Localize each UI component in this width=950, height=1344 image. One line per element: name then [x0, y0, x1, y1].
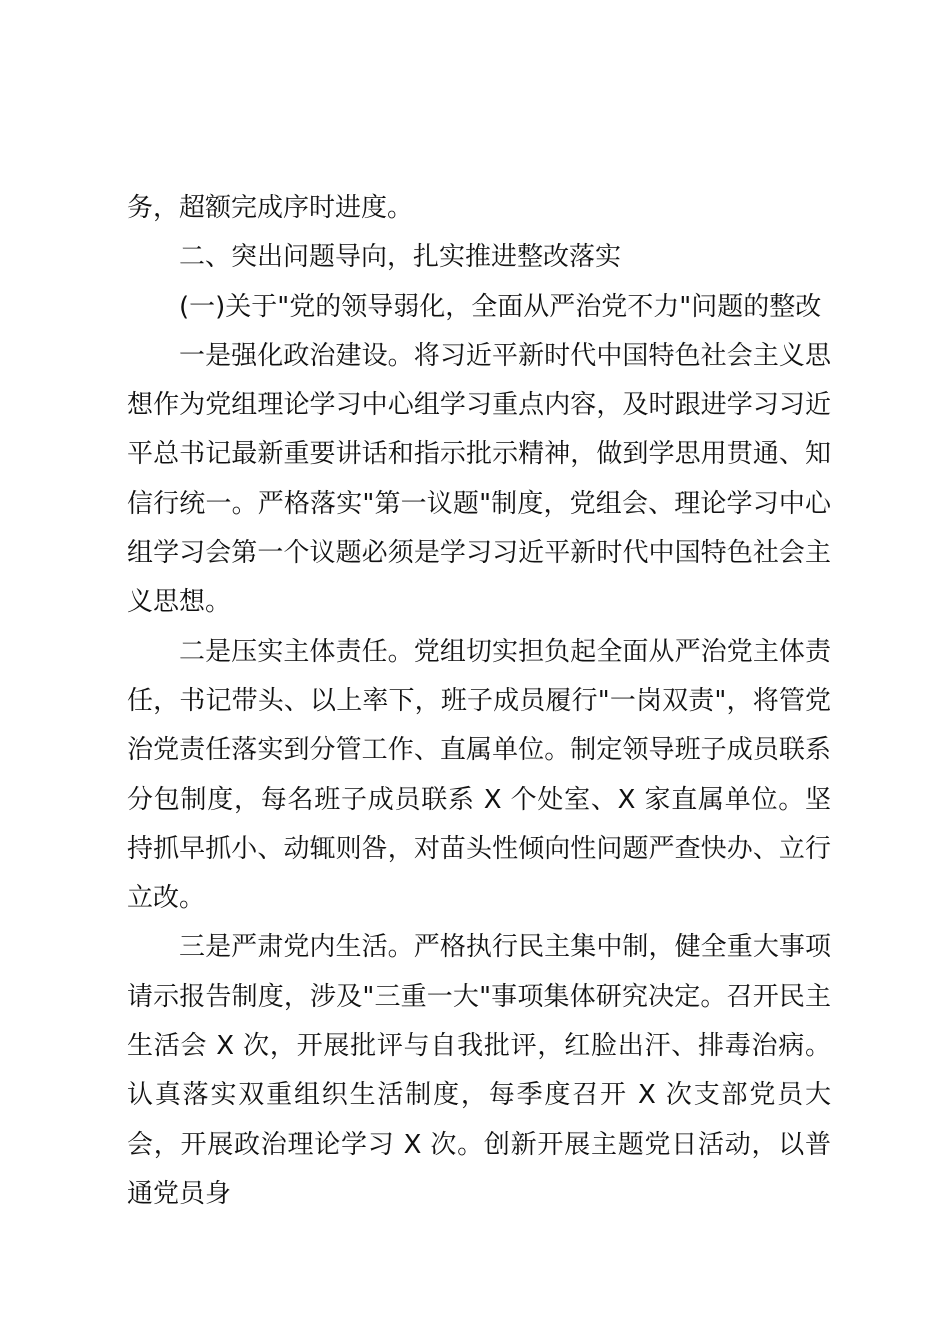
paragraph-party-life: 三是严肃党内生活。严格执行民主集中制，健全重大事项请示报告制度，涉及"三重一大"事项集体研究决定。召开民主生活会 X 次，开展批评与自我批评，红脸出汗、排毒治病。认真落实双重组织生活制度，每季度召开 X 次支部党员大会，开展政治理论学习 X 次。创新开展主题党日活动，以普通党员身 [127, 932, 831, 1209]
section-heading: 二、突出问题导向，扎实推进整改落实 [179, 242, 622, 273]
paragraph-continuation: 务，超额完成序时进度。 [127, 193, 414, 223]
document-body [127, 184, 831, 1219]
subsection-heading: (一)关于"党的领导弱化，全面从严治党不力"问题的整改 [179, 291, 822, 322]
paragraph-political-building: 一是强化政治建设。将习近平新时代中国特色社会主义思想作为党组理论学习中心组学习重点内容，及时跟进学习习近平总书记最新重要讲话和指示批示精神，做到学思用贯通、知信行统一。严格落实"第一议题"制度，党组会、理论学习中心组学习会第一个议题必须是学习习近平新时代中国特色社会主义思想。 [127, 340, 831, 618]
paragraph-main-responsibility: 二是压实主体责任。党组切实担负起全面从严治党主体责任，书记带头、以上率下，班子成员履行"一岗双责"，将管党治党责任落实到分管工作、直属单位。制定领导班子成员联系分包制度，每名班子成员联系 X 个处室、X 家直属单位。坚持抓早抓小、动辄则咎，对苗头性倾向性问题严查快办、立行立改。 [127, 636, 831, 914]
